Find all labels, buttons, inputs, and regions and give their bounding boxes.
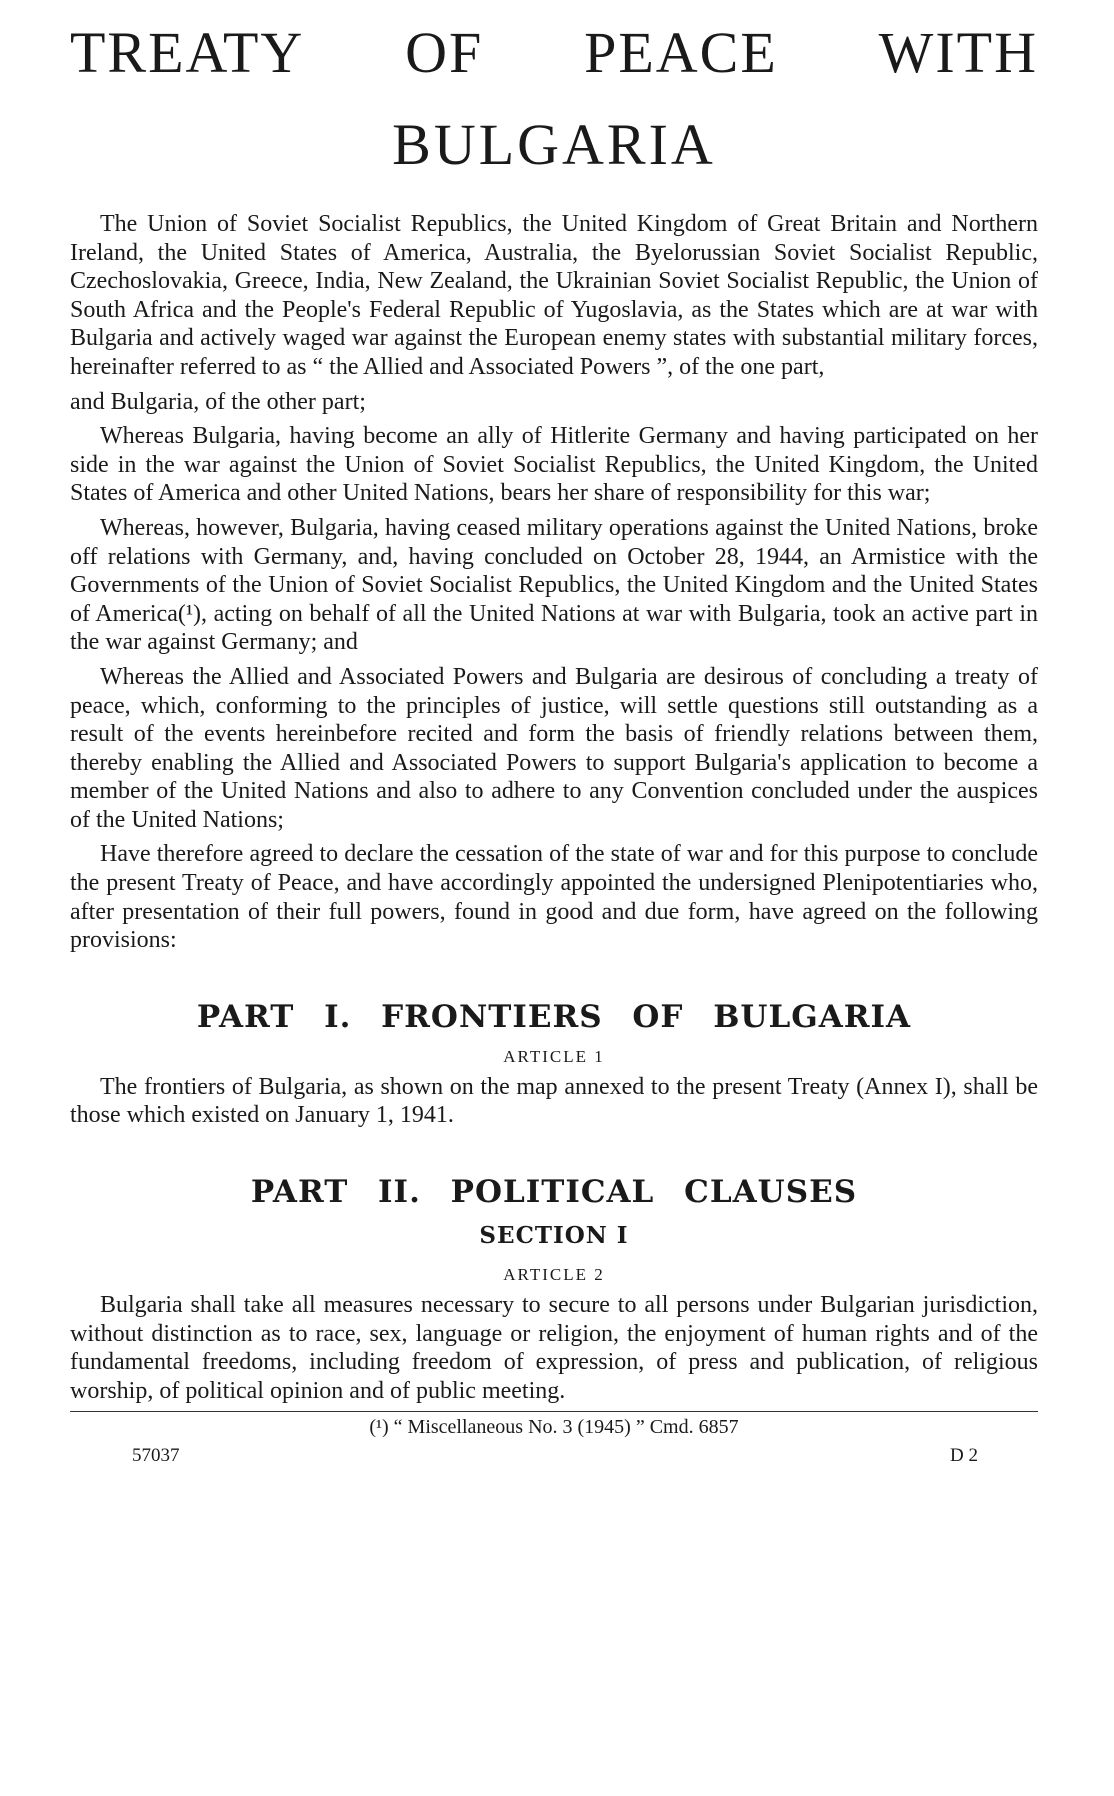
preamble-paragraph-6: Have therefore agreed to declare the cessation of the state of war and for this purpose to conclude the present Treaty of Peace, and have accordingly appointed the undersigned Plenipotentiaries who, after presentation of their full powers, found in good and due form, have agreed on the following provisions: bbox=[70, 841, 1038, 954]
footnote-divider bbox=[70, 1411, 1038, 1412]
footnote: (¹) “ Miscellaneous No. 3 (1945) ” Cmd. 6857 bbox=[369, 1416, 739, 1439]
title-word-1: TREATY bbox=[70, 20, 305, 85]
article-2-text: Bulgaria shall take all measures necessary to secure to all persons under Bulgarian jurisdiction, without distinction as to race, sex, language or religion, the enjoyment of human rights and of the fundamental freedoms, including freedom of expression, of press and publication, of religious worship, of political opinion and of public meeting. bbox=[70, 1292, 1038, 1404]
title-line-1 bbox=[70, 18, 1038, 88]
article-1-heading: ARTICLE 1 bbox=[503, 1046, 605, 1066]
title-word-4: WITH bbox=[878, 20, 1038, 85]
document-page bbox=[70, 18, 1038, 1467]
page-footer bbox=[70, 1445, 1038, 1467]
preamble-paragraph-2: and Bulgaria, of the other part; bbox=[70, 388, 366, 415]
preamble-paragraph-3: Whereas Bulgaria, having become an ally of Hitlerite Germany and having participated on her side in the war against the Union of Soviet Socialist Republics, the United Kingdom, the United States of America and other United Nations, bears her share of responsibility for this war; bbox=[70, 423, 1038, 507]
title-word-2: OF bbox=[405, 20, 484, 85]
preamble-paragraph-1: The Union of Soviet Socialist Republics, the United Kingdom of Great Britain and Northern Ireland, the United States of America, Australia, the Byelorussian Soviet Socialist Republic, Czechoslovakia, Greece, India, New Zealand, the Ukrainian Soviet Socialist Republic, the Union of South Africa and the People's Federal Republic of Yugoslavia, as the States which are at war with Bulgaria and actively waged war against the European enemy states with substantial military forces, hereinafter referred to as “ the Allied and Associated Powers ”, of the one part, bbox=[70, 211, 1038, 380]
part-1-heading: PART I. FRONTIERS OF BULGARIA bbox=[196, 998, 912, 1035]
part-2-heading: PART II. POLITICAL CLAUSES bbox=[250, 1174, 858, 1211]
article-1-text: The frontiers of Bulgaria, as shown on the map annexed to the present Treaty (Annex I), shall be those which existed on January 1, 1941. bbox=[70, 1073, 1038, 1129]
print-code: 57037 bbox=[132, 1445, 180, 1467]
article-2-heading: ARTICLE 2 bbox=[503, 1265, 605, 1285]
signature-mark: D 2 bbox=[950, 1445, 978, 1467]
title-line-2: BULGARIA bbox=[392, 112, 716, 177]
section-1-heading: SECTION I bbox=[479, 1222, 629, 1250]
title-word-3: PEACE bbox=[584, 20, 778, 85]
preamble-paragraph-5: Whereas the Allied and Associated Powers and Bulgaria are desirous of concluding a treaty of peace, which, conforming to the principles of justice, will settle questions still outstanding as a result of the events hereinbefore recited and form the basis of friendly relations between them, thereby enabling the Allied and Associated Powers to support Bulgaria's application to become a member of the United Nations and also to adhere to any Convention concluded under the auspices of the United Nations; bbox=[70, 663, 1038, 833]
preamble-paragraph-4: Whereas, however, Bulgaria, having ceased military operations against the United Nations, broke off relations with Germany, and, having concluded on October 28, 1944, an Armistice with the Governments of the Union of Soviet Socialist Republics, the United Kingdom and the United States of America(¹), acting on behalf of all the United Nations at war with Bulgaria, took an active part in the war against Germany; and bbox=[70, 514, 1038, 656]
